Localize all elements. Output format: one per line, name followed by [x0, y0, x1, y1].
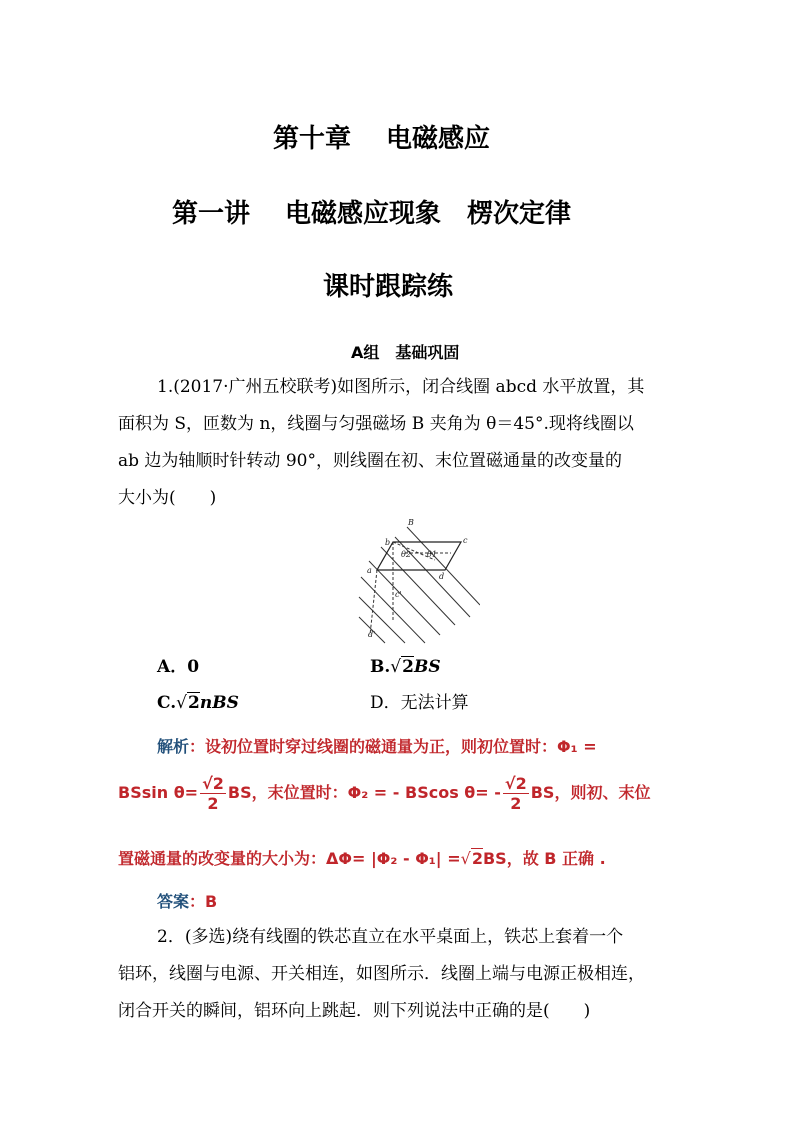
analysis-text-2b: BS，末位置时：Φ₂ = - BScos θ= -: [227, 783, 501, 802]
option-a: A．0: [157, 657, 200, 677]
option-b-prefix: B.: [370, 657, 391, 677]
analysis-text-1: ：设初位置时穿过线圈的磁通量为正，则初位置时：Φ₁ =: [189, 737, 597, 756]
figure-label: θ1: [427, 550, 437, 559]
fraction-sqrt2-over-2: [503, 774, 529, 813]
option-b-rest: BS: [413, 657, 441, 677]
figure-label: c': [395, 590, 402, 599]
analysis-text-3b: BS，故 B 正确 .: [482, 849, 606, 868]
sqrt-icon: √: [460, 849, 471, 868]
analysis-text-3a: 置磁通量的改变量的大小为：ΔΦ= |Φ₂ - Φ₁| =: [118, 849, 461, 868]
field-line: [407, 527, 480, 605]
option-b: [370, 657, 441, 677]
answer-label: 答案: [157, 892, 190, 911]
figure-label: c: [463, 536, 468, 545]
fraction-denominator: 2: [510, 794, 522, 813]
analysis-text-2c: BS，则初、末位: [530, 783, 651, 802]
option-c-rest: nBS: [199, 693, 239, 713]
field-line: [395, 537, 470, 617]
question-2-line-3: 闭合开关的瞬间，铝环向上跳起．则下列说法中正确的是( ): [118, 1001, 591, 1021]
question-2-line-2: 铝环，线圈与电源、开关相连，如图所示．线圈上端与电源正极相连，: [118, 964, 645, 984]
sqrt-icon: √: [390, 657, 402, 677]
question-1-line-4: 大小为( ): [118, 488, 217, 508]
question-1-line-2: 面积为 S，匝数为 n，线圈与匀强磁场 B 夹角为 θ＝45°.现将线圈以: [118, 414, 634, 434]
dashed-line: [370, 570, 377, 635]
fraction-denominator: 2: [207, 794, 219, 813]
option-c-radicand: 2: [188, 693, 200, 713]
option-b-radicand: 2: [402, 657, 414, 677]
magnetic-flux-figure: [355, 515, 480, 645]
figure-label: d: [439, 572, 445, 581]
answer-line: [157, 889, 217, 912]
question-2-line-1: 2．(多选)绕有线圈的铁芯直立在水平桌面上，铁芯上套着一个: [157, 927, 624, 947]
sqrt-icon: √: [176, 693, 187, 713]
section-title: 课时跟踪练: [323, 272, 454, 302]
analysis-radicand: 2: [471, 849, 483, 868]
fraction-numerator: √2: [202, 774, 224, 793]
fraction-numerator: √2: [504, 774, 527, 793]
answer-value: ：B: [189, 892, 218, 911]
figure-label: b: [385, 538, 391, 547]
question-1-line-3: ab 边为轴顺时针转动 90°，则线圈在初、末位置磁通量的改变量的: [118, 451, 622, 471]
group-title: A组 基础巩固: [351, 343, 460, 362]
question-1-line-1: 1.(2017·广州五校联考)如图所示，闭合线圈 abcd 水平放置，其: [157, 377, 645, 397]
figure-label: a: [367, 566, 372, 575]
option-c: [157, 693, 239, 713]
analysis-text-2a: BSsin θ=: [118, 783, 199, 802]
figure-label: θ2: [401, 550, 411, 559]
analysis-line-2: [118, 774, 650, 813]
figure-label: d': [368, 630, 376, 639]
chapter-title: 第十章 电磁感应: [273, 124, 491, 154]
option-d: D．无法计算: [370, 693, 469, 713]
analysis-line-3: [118, 846, 606, 869]
option-c-prefix: C.: [157, 693, 177, 713]
analysis-label: 解析: [157, 737, 190, 756]
figure-label: B: [408, 518, 414, 527]
analysis-line-1: [157, 734, 597, 757]
field-line: [359, 597, 405, 643]
field-line: [381, 547, 455, 625]
lecture-title: 第一讲 电磁感应现象 楞次定律: [172, 199, 572, 229]
fraction-sqrt2-over-2: [200, 774, 226, 813]
